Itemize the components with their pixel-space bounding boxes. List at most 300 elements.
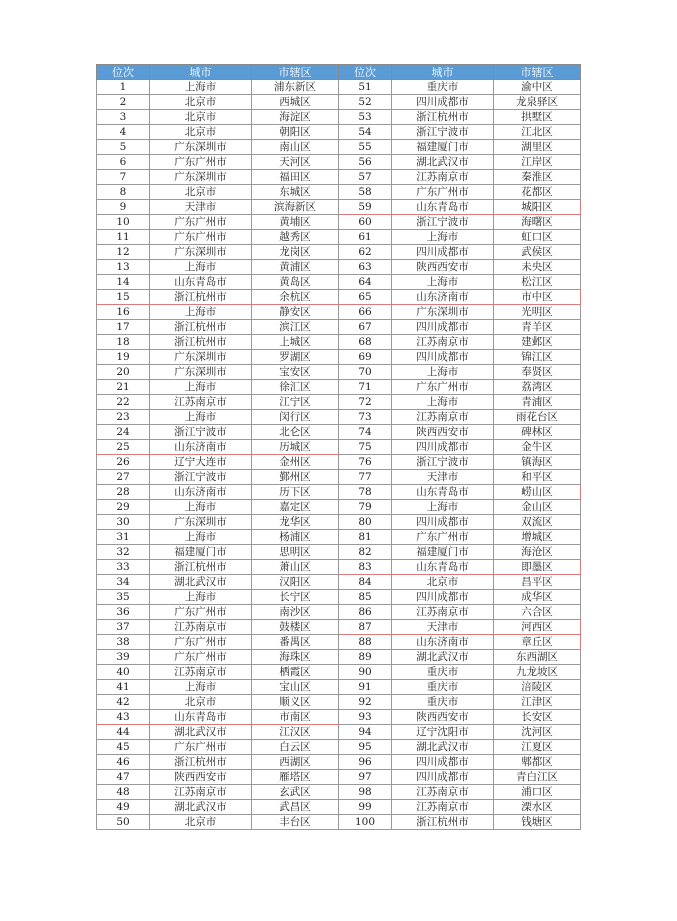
district-cell: 海沧区 <box>494 545 581 560</box>
table-row <box>97 260 581 275</box>
rank-cell: 11 <box>97 230 150 245</box>
city-cell: 山东济南市 <box>392 290 494 305</box>
district-cell: 龙岗区 <box>252 245 339 260</box>
city-cell: 广东广州市 <box>150 650 252 665</box>
city-cell: 浙江杭州市 <box>392 815 494 830</box>
ranking-table <box>96 64 581 830</box>
district-cell: 六合区 <box>494 605 581 620</box>
district-cell: 汉阳区 <box>252 575 339 590</box>
city-cell: 辽宁沈阳市 <box>392 725 494 740</box>
district-cell: 溧水区 <box>494 800 581 815</box>
district-cell: 思明区 <box>252 545 339 560</box>
district-cell: 虹口区 <box>494 230 581 245</box>
district-cell: 宝安区 <box>252 365 339 380</box>
rank-cell: 37 <box>97 620 150 635</box>
rank-cell: 29 <box>97 500 150 515</box>
district-cell: 黄浦区 <box>252 260 339 275</box>
city-cell: 江苏南京市 <box>392 410 494 425</box>
city-cell: 广东深圳市 <box>150 350 252 365</box>
rank-cell: 24 <box>97 425 150 440</box>
rank-cell: 99 <box>339 800 392 815</box>
rank-cell: 87 <box>339 620 392 635</box>
rank-cell: 6 <box>97 155 150 170</box>
city-cell: 浙江宁波市 <box>150 470 252 485</box>
district-cell: 海珠区 <box>252 650 339 665</box>
rank-cell: 90 <box>339 665 392 680</box>
rank-cell: 61 <box>339 230 392 245</box>
district-cell: 湖里区 <box>494 140 581 155</box>
district-cell: 即墨区 <box>494 560 581 575</box>
city-cell: 广东广州市 <box>150 155 252 170</box>
district-cell: 青浦区 <box>494 395 581 410</box>
rank-cell: 35 <box>97 590 150 605</box>
rank-cell: 96 <box>339 755 392 770</box>
table-row <box>97 155 581 170</box>
table-row <box>97 95 581 110</box>
rank-cell: 80 <box>339 515 392 530</box>
rank-cell: 62 <box>339 245 392 260</box>
city-cell: 上海市 <box>392 365 494 380</box>
district-cell: 市南区 <box>252 710 339 725</box>
table-row <box>97 185 581 200</box>
table-row <box>97 515 581 530</box>
city-cell: 湖北武汉市 <box>392 740 494 755</box>
rank-cell: 75 <box>339 440 392 455</box>
city-cell: 山东济南市 <box>150 440 252 455</box>
district-cell: 西湖区 <box>252 755 339 770</box>
rank-cell: 51 <box>339 80 392 95</box>
rank-cell: 69 <box>339 350 392 365</box>
district-cell: 余杭区 <box>252 290 339 305</box>
city-cell: 湖北武汉市 <box>150 800 252 815</box>
rank-cell: 43 <box>97 710 150 725</box>
district-cell: 涪陵区 <box>494 680 581 695</box>
table-row <box>97 575 581 590</box>
district-cell: 武侯区 <box>494 245 581 260</box>
district-cell: 青白江区 <box>494 770 581 785</box>
rank-cell: 81 <box>339 530 392 545</box>
city-cell: 上海市 <box>150 80 252 95</box>
table-row <box>97 335 581 350</box>
rank-cell: 77 <box>339 470 392 485</box>
district-cell: 建邺区 <box>494 335 581 350</box>
rank-cell: 19 <box>97 350 150 365</box>
district-cell: 鼓楼区 <box>252 620 339 635</box>
table-row <box>97 170 581 185</box>
district-cell: 东城区 <box>252 185 339 200</box>
district-cell: 鄞州区 <box>252 470 339 485</box>
rank-cell: 60 <box>339 215 392 230</box>
header-rank-right: 位次 <box>339 65 392 80</box>
rank-cell: 17 <box>97 320 150 335</box>
district-cell: 雨花台区 <box>494 410 581 425</box>
district-cell: 天河区 <box>252 155 339 170</box>
district-cell: 奉贤区 <box>494 365 581 380</box>
city-cell: 天津市 <box>150 200 252 215</box>
city-cell: 北京市 <box>392 575 494 590</box>
rank-cell: 89 <box>339 650 392 665</box>
rank-cell: 8 <box>97 185 150 200</box>
table-row <box>97 590 581 605</box>
city-cell: 福建厦门市 <box>392 545 494 560</box>
table-row <box>97 650 581 665</box>
rank-cell: 46 <box>97 755 150 770</box>
rank-cell: 47 <box>97 770 150 785</box>
rank-cell: 23 <box>97 410 150 425</box>
table-row <box>97 785 581 800</box>
district-cell: 栖霞区 <box>252 665 339 680</box>
rank-cell: 65 <box>339 290 392 305</box>
district-cell: 丰台区 <box>252 815 339 830</box>
city-cell: 江苏南京市 <box>392 605 494 620</box>
district-cell: 雁塔区 <box>252 770 339 785</box>
district-cell: 黄岛区 <box>252 275 339 290</box>
city-cell: 山东青岛市 <box>392 200 494 215</box>
table-row <box>97 605 581 620</box>
district-cell: 徐汇区 <box>252 380 339 395</box>
city-cell: 广东广州市 <box>392 185 494 200</box>
district-cell: 钱塘区 <box>494 815 581 830</box>
city-cell: 湖北武汉市 <box>392 155 494 170</box>
rank-cell: 41 <box>97 680 150 695</box>
table-row <box>97 80 581 95</box>
rank-cell: 73 <box>339 410 392 425</box>
rank-cell: 48 <box>97 785 150 800</box>
table-row <box>97 470 581 485</box>
rank-cell: 2 <box>97 95 150 110</box>
city-cell: 上海市 <box>392 395 494 410</box>
table-row <box>97 200 581 215</box>
city-cell: 山东青岛市 <box>150 275 252 290</box>
district-cell: 镇海区 <box>494 455 581 470</box>
district-cell: 金牛区 <box>494 440 581 455</box>
rank-cell: 72 <box>339 395 392 410</box>
city-cell: 江苏南京市 <box>150 665 252 680</box>
rank-cell: 28 <box>97 485 150 500</box>
city-cell: 广东广州市 <box>150 215 252 230</box>
district-cell: 滨江区 <box>252 320 339 335</box>
district-cell: 市中区 <box>494 290 581 305</box>
table-row <box>97 530 581 545</box>
district-cell: 江岸区 <box>494 155 581 170</box>
header-city-right: 城市 <box>392 65 494 80</box>
rank-cell: 97 <box>339 770 392 785</box>
city-cell: 上海市 <box>150 530 252 545</box>
rank-cell: 88 <box>339 635 392 650</box>
rank-cell: 25 <box>97 440 150 455</box>
district-cell: 玄武区 <box>252 785 339 800</box>
city-cell: 浙江宁波市 <box>392 125 494 140</box>
district-cell: 九龙坡区 <box>494 665 581 680</box>
city-cell: 浙江杭州市 <box>150 320 252 335</box>
city-cell: 四川成都市 <box>392 440 494 455</box>
table-row <box>97 365 581 380</box>
rank-cell: 1 <box>97 80 150 95</box>
district-cell: 海淀区 <box>252 110 339 125</box>
district-cell: 成华区 <box>494 590 581 605</box>
city-cell: 重庆市 <box>392 80 494 95</box>
city-cell: 浙江宁波市 <box>392 215 494 230</box>
city-cell: 湖北武汉市 <box>150 575 252 590</box>
rank-cell: 68 <box>339 335 392 350</box>
district-cell: 南沙区 <box>252 605 339 620</box>
rank-cell: 42 <box>97 695 150 710</box>
table-row <box>97 725 581 740</box>
district-cell: 番禺区 <box>252 635 339 650</box>
city-cell: 广东深圳市 <box>150 365 252 380</box>
rank-cell: 70 <box>339 365 392 380</box>
district-cell: 闵行区 <box>252 410 339 425</box>
table-row <box>97 560 581 575</box>
district-cell: 顺义区 <box>252 695 339 710</box>
city-cell: 湖北武汉市 <box>392 650 494 665</box>
city-cell: 陕西西安市 <box>392 425 494 440</box>
table-row <box>97 305 581 320</box>
city-cell: 上海市 <box>392 500 494 515</box>
district-cell: 龙泉驿区 <box>494 95 581 110</box>
district-cell: 崂山区 <box>494 485 581 500</box>
district-cell: 罗湖区 <box>252 350 339 365</box>
header-district-right: 市辖区 <box>494 65 581 80</box>
rank-cell: 98 <box>339 785 392 800</box>
district-cell: 昌平区 <box>494 575 581 590</box>
district-cell: 白云区 <box>252 740 339 755</box>
header-rank-left: 位次 <box>97 65 150 80</box>
district-cell: 龙华区 <box>252 515 339 530</box>
table-row <box>97 545 581 560</box>
table-row <box>97 140 581 155</box>
district-cell: 朝阳区 <box>252 125 339 140</box>
rank-cell: 30 <box>97 515 150 530</box>
district-cell: 海曙区 <box>494 215 581 230</box>
rank-cell: 55 <box>339 140 392 155</box>
city-cell: 山东青岛市 <box>150 710 252 725</box>
city-cell: 山东青岛市 <box>392 560 494 575</box>
rank-cell: 20 <box>97 365 150 380</box>
rank-cell: 27 <box>97 470 150 485</box>
city-cell: 四川成都市 <box>392 515 494 530</box>
table-row <box>97 485 581 500</box>
rank-cell: 32 <box>97 545 150 560</box>
city-cell: 四川成都市 <box>392 755 494 770</box>
city-cell: 广东深圳市 <box>392 305 494 320</box>
rank-cell: 44 <box>97 725 150 740</box>
city-cell: 上海市 <box>150 380 252 395</box>
district-cell: 双流区 <box>494 515 581 530</box>
rank-cell: 56 <box>339 155 392 170</box>
rank-cell: 64 <box>339 275 392 290</box>
district-cell: 静安区 <box>252 305 339 320</box>
city-cell: 上海市 <box>150 410 252 425</box>
city-cell: 陕西西安市 <box>392 710 494 725</box>
table-row <box>97 635 581 650</box>
rank-cell: 78 <box>339 485 392 500</box>
rank-cell: 63 <box>339 260 392 275</box>
city-cell: 广东广州市 <box>150 230 252 245</box>
city-cell: 广东广州市 <box>150 635 252 650</box>
city-cell: 浙江杭州市 <box>392 110 494 125</box>
rank-cell: 7 <box>97 170 150 185</box>
table-row <box>97 770 581 785</box>
table-row <box>97 275 581 290</box>
district-cell: 嘉定区 <box>252 500 339 515</box>
rank-cell: 38 <box>97 635 150 650</box>
city-cell: 上海市 <box>392 230 494 245</box>
rank-cell: 21 <box>97 380 150 395</box>
district-cell: 金州区 <box>252 455 339 470</box>
district-cell: 和平区 <box>494 470 581 485</box>
rank-cell: 14 <box>97 275 150 290</box>
district-cell: 金山区 <box>494 500 581 515</box>
table-row <box>97 425 581 440</box>
rank-cell: 94 <box>339 725 392 740</box>
table-body <box>97 80 581 830</box>
rank-cell: 39 <box>97 650 150 665</box>
city-cell: 北京市 <box>150 95 252 110</box>
city-cell: 江苏南京市 <box>150 620 252 635</box>
district-cell: 历下区 <box>252 485 339 500</box>
rank-cell: 5 <box>97 140 150 155</box>
table-row <box>97 740 581 755</box>
rank-cell: 13 <box>97 260 150 275</box>
city-cell: 北京市 <box>150 695 252 710</box>
rank-cell: 71 <box>339 380 392 395</box>
rank-cell: 53 <box>339 110 392 125</box>
city-cell: 浙江宁波市 <box>392 455 494 470</box>
city-cell: 上海市 <box>150 305 252 320</box>
district-cell: 渝中区 <box>494 80 581 95</box>
table-row <box>97 755 581 770</box>
district-cell: 松江区 <box>494 275 581 290</box>
city-cell: 广东深圳市 <box>150 515 252 530</box>
rank-cell: 49 <box>97 800 150 815</box>
district-cell: 萧山区 <box>252 560 339 575</box>
header-row <box>97 65 581 80</box>
district-cell: 拱墅区 <box>494 110 581 125</box>
rank-cell: 83 <box>339 560 392 575</box>
rank-cell: 15 <box>97 290 150 305</box>
city-cell: 江苏南京市 <box>150 785 252 800</box>
city-cell: 四川成都市 <box>392 245 494 260</box>
city-cell: 北京市 <box>150 185 252 200</box>
city-cell: 四川成都市 <box>392 590 494 605</box>
rank-cell: 12 <box>97 245 150 260</box>
district-cell: 未央区 <box>494 260 581 275</box>
district-cell: 东西湖区 <box>494 650 581 665</box>
district-cell: 滨海新区 <box>252 200 339 215</box>
table-row <box>97 380 581 395</box>
rank-cell: 52 <box>339 95 392 110</box>
district-cell: 荔湾区 <box>494 380 581 395</box>
rank-cell: 57 <box>339 170 392 185</box>
district-cell: 越秀区 <box>252 230 339 245</box>
rank-cell: 33 <box>97 560 150 575</box>
district-cell: 宝山区 <box>252 680 339 695</box>
table-row <box>97 665 581 680</box>
rank-cell: 67 <box>339 320 392 335</box>
district-cell: 江夏区 <box>494 740 581 755</box>
rank-cell: 18 <box>97 335 150 350</box>
city-cell: 北京市 <box>150 125 252 140</box>
city-cell: 广东深圳市 <box>150 140 252 155</box>
rank-cell: 58 <box>339 185 392 200</box>
city-cell: 上海市 <box>150 500 252 515</box>
district-cell: 浦口区 <box>494 785 581 800</box>
district-cell: 北仑区 <box>252 425 339 440</box>
rank-cell: 50 <box>97 815 150 830</box>
district-cell: 历城区 <box>252 440 339 455</box>
rank-cell: 100 <box>339 815 392 830</box>
table-row <box>97 455 581 470</box>
city-cell: 上海市 <box>392 275 494 290</box>
city-cell: 辽宁大连市 <box>150 455 252 470</box>
rank-cell: 54 <box>339 125 392 140</box>
district-cell: 城阳区 <box>494 200 581 215</box>
district-cell: 章丘区 <box>494 635 581 650</box>
city-cell: 上海市 <box>150 260 252 275</box>
table-row <box>97 395 581 410</box>
district-cell: 西城区 <box>252 95 339 110</box>
rank-cell: 79 <box>339 500 392 515</box>
rank-cell: 4 <box>97 125 150 140</box>
district-cell: 沈河区 <box>494 725 581 740</box>
district-cell: 秦淮区 <box>494 170 581 185</box>
district-cell: 花都区 <box>494 185 581 200</box>
city-cell: 江苏南京市 <box>392 785 494 800</box>
rank-cell: 74 <box>339 425 392 440</box>
district-cell: 黄埔区 <box>252 215 339 230</box>
table-row <box>97 410 581 425</box>
rank-cell: 22 <box>97 395 150 410</box>
district-cell: 江宁区 <box>252 395 339 410</box>
city-cell: 广东广州市 <box>150 605 252 620</box>
city-cell: 上海市 <box>150 680 252 695</box>
district-cell: 江北区 <box>494 125 581 140</box>
table-row <box>97 125 581 140</box>
city-cell: 四川成都市 <box>392 350 494 365</box>
rank-cell: 86 <box>339 605 392 620</box>
district-cell: 杨浦区 <box>252 530 339 545</box>
district-cell: 江津区 <box>494 695 581 710</box>
city-cell: 江苏南京市 <box>392 170 494 185</box>
district-cell: 武昌区 <box>252 800 339 815</box>
city-cell: 广东广州市 <box>392 380 494 395</box>
table-row <box>97 110 581 125</box>
rank-cell: 26 <box>97 455 150 470</box>
rank-cell: 91 <box>339 680 392 695</box>
rank-cell: 84 <box>339 575 392 590</box>
city-cell: 浙江杭州市 <box>150 560 252 575</box>
city-cell: 重庆市 <box>392 665 494 680</box>
city-cell: 福建厦门市 <box>392 140 494 155</box>
rank-cell: 40 <box>97 665 150 680</box>
city-cell: 陕西西安市 <box>392 260 494 275</box>
city-cell: 江苏南京市 <box>392 335 494 350</box>
city-cell: 上海市 <box>150 590 252 605</box>
table-row <box>97 350 581 365</box>
city-cell: 北京市 <box>150 110 252 125</box>
district-cell: 上城区 <box>252 335 339 350</box>
table-row <box>97 230 581 245</box>
district-cell: 碑林区 <box>494 425 581 440</box>
district-cell: 江汉区 <box>252 725 339 740</box>
table-row <box>97 500 581 515</box>
table-row <box>97 680 581 695</box>
rank-cell: 85 <box>339 590 392 605</box>
rank-cell: 66 <box>339 305 392 320</box>
table-row <box>97 290 581 305</box>
city-cell: 浙江杭州市 <box>150 755 252 770</box>
